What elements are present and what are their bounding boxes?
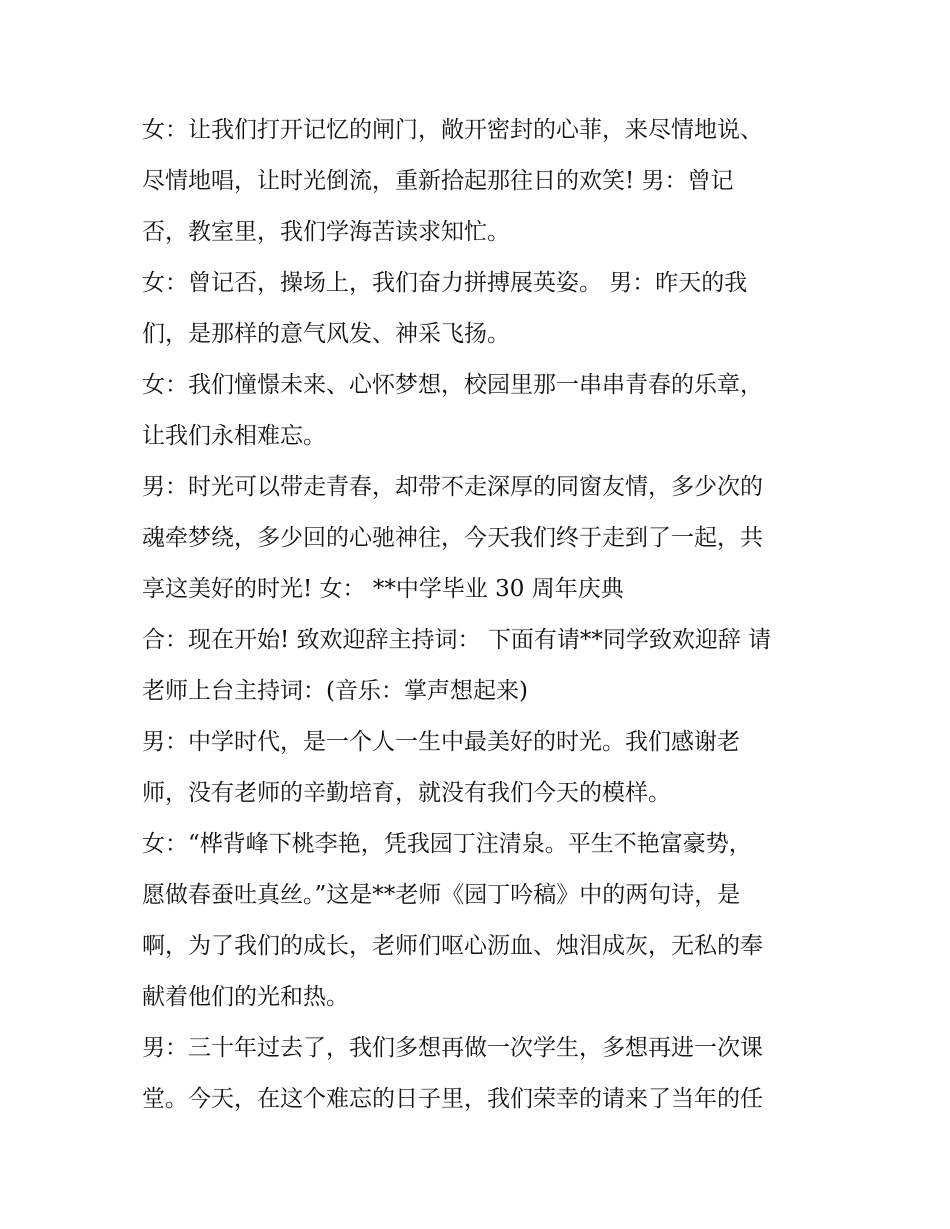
text-line: 否，教室里，我们学海苦读求知忙。 <box>142 219 510 245</box>
text-line: 愿做春蚕吐真丝。”这是**老师《园丁吟稿》中的两句诗，是 <box>142 882 741 908</box>
document-body <box>142 105 822 1125</box>
text-line: 献着他们的光和热。 <box>142 984 349 1010</box>
text-line: 女：让我们打开记忆的闸门，敞开密封的心菲，来尽情地说、 <box>142 117 763 143</box>
text-line: 老师上台主持词：(音乐：掌声想起来) <box>142 678 528 704</box>
text-line: 魂牵梦绕，多少回的心驰神往，今天我们终于走到了一起，共 <box>142 525 763 551</box>
text-line: 男：三十年过去了，我们多想再做一次学生，多想再进一次课 <box>142 1035 763 1061</box>
text-line: 尽情地唱，让时光倒流，重新拾起那往日的欢笑! 男：曾记 <box>142 168 734 194</box>
text-line: 啊，为了我们的成长，老师们呕心沥血、烛泪成灰，无私的奉 <box>142 933 763 959</box>
text-line: 堂。今天，在这个难忘的日子里，我们荣幸的请来了当年的任 <box>142 1086 763 1112</box>
text-line: 男：中学时代，是一个人一生中最美好的时光。我们感谢老 <box>142 729 740 755</box>
text-line: 让我们永相难忘。 <box>142 423 326 449</box>
text-line: 享这美好的时光! 女： **中学毕业 30 周年庆典 <box>142 576 624 602</box>
text-line: 师，没有老师的辛勤培育，就没有我们今天的模样。 <box>142 780 671 806</box>
text-line: 合：现在开始! 致欢迎辞主持词： 下面有请**同学致欢迎辞 请 <box>142 627 772 653</box>
text-line: 女：曾记否，操场上，我们奋力拼搏展英姿。 男：昨天的我 <box>142 270 748 296</box>
text-line: 女：“桦背峰下桃李艳，凭我园丁注清泉。平生不艳富豪势， <box>142 831 752 857</box>
text-line: 男：时光可以带走青春，却带不走深厚的同窗友情，多少次的 <box>142 474 763 500</box>
text-line: 女：我们憧憬未来、心怀梦想，校园里那一串串青春的乐章， <box>142 372 763 398</box>
text-line: 们，是那样的意气风发、神采飞扬。 <box>142 321 510 347</box>
